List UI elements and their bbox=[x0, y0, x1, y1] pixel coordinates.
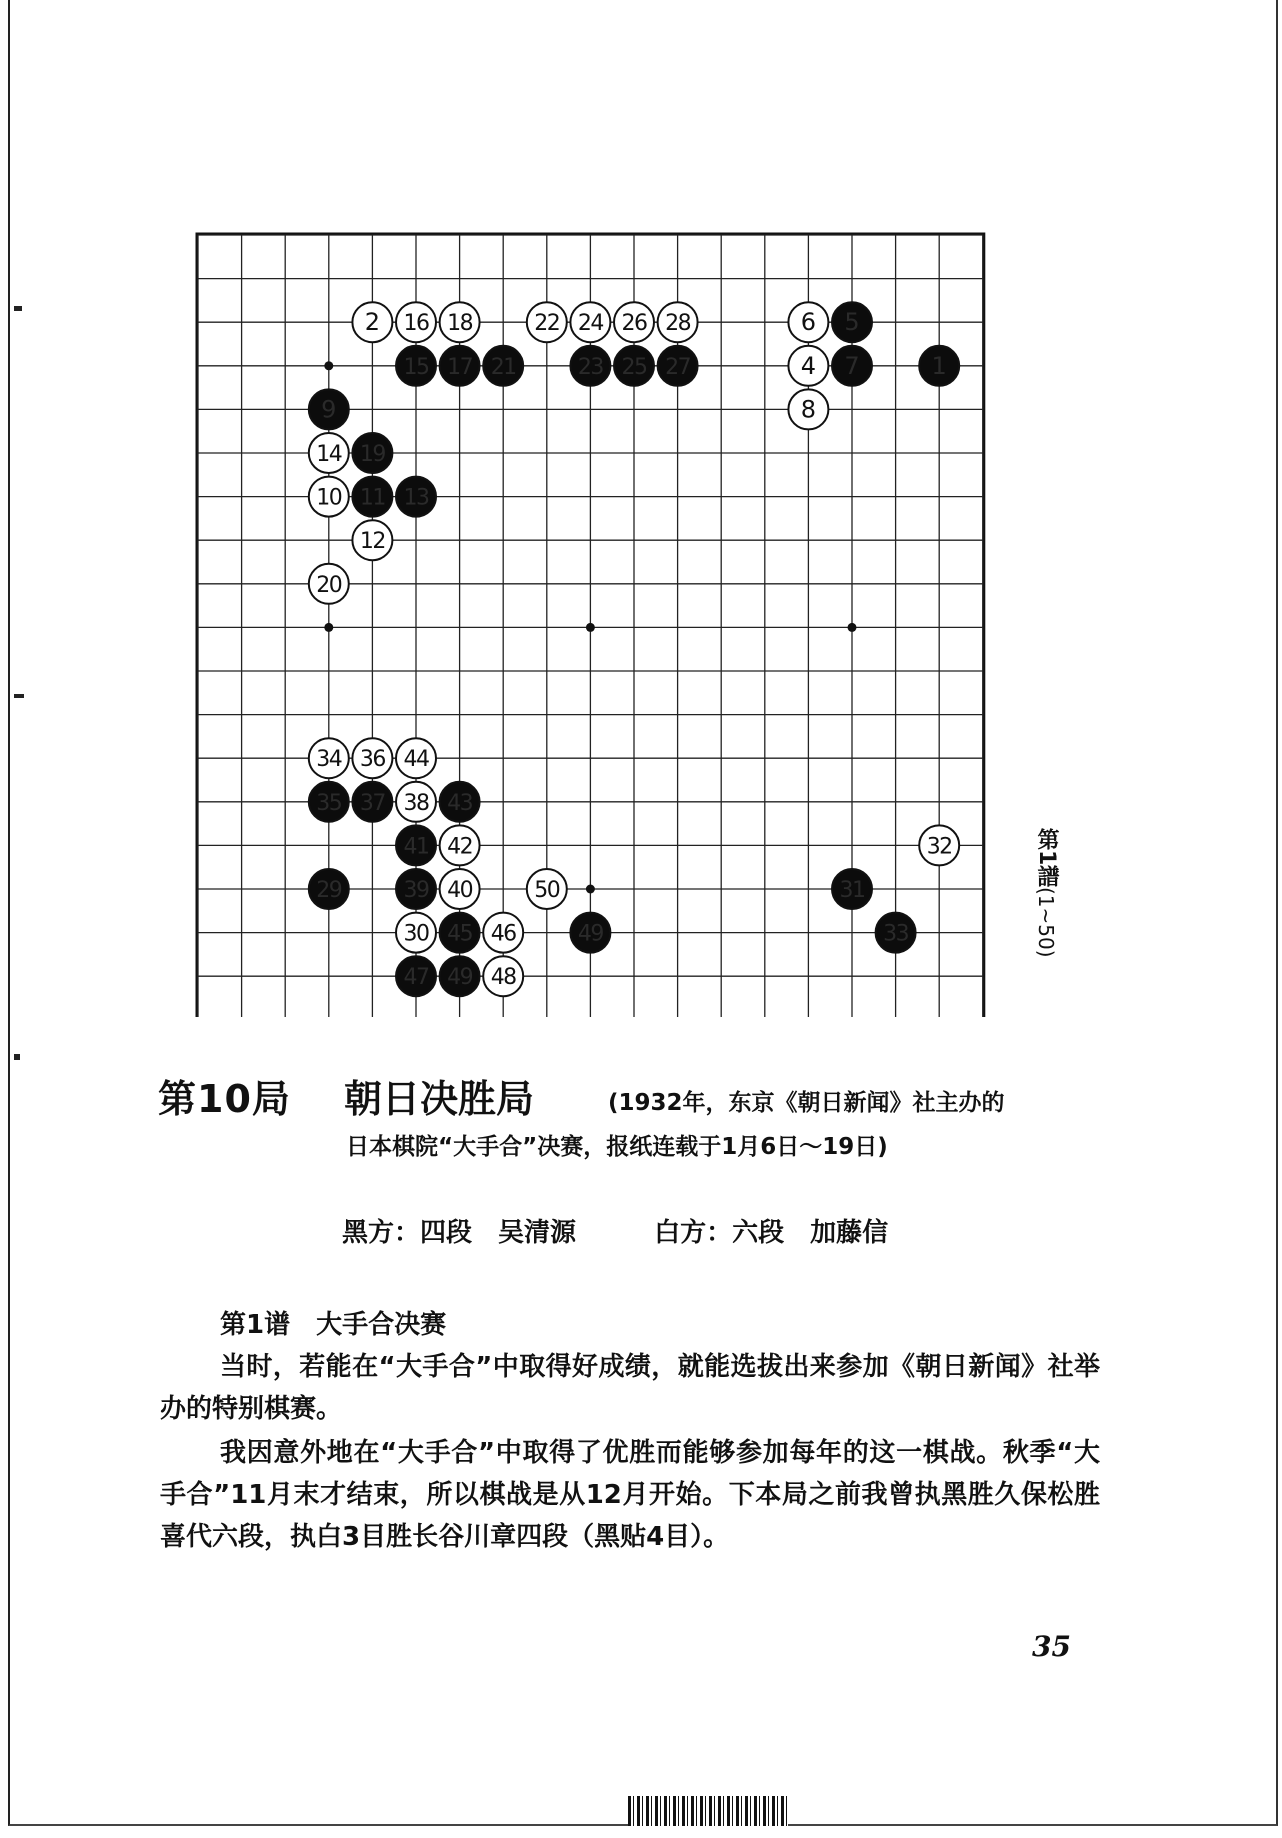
move-number: 38 bbox=[403, 790, 429, 816]
move-number: 13 bbox=[403, 485, 429, 511]
page-number: 35 bbox=[1032, 1630, 1071, 1663]
move-number: 45 bbox=[447, 921, 473, 947]
commentary-text bbox=[160, 1346, 1100, 1560]
star-point bbox=[324, 361, 333, 370]
move-number: 39 bbox=[403, 878, 429, 903]
move-number: 33 bbox=[883, 921, 909, 947]
move-number: 31 bbox=[839, 878, 865, 903]
move-number: 27 bbox=[665, 354, 691, 380]
move-number: 16 bbox=[403, 311, 429, 337]
move-number: 36 bbox=[359, 747, 385, 773]
game-info-line2: 日本棋院“大手合”决赛，报纸连载于1月6日～19日) bbox=[346, 1134, 888, 1160]
move-number: 32 bbox=[926, 834, 952, 860]
go-board-diagram bbox=[192, 231, 1008, 1017]
diagram-caption-label: 第1譜 bbox=[1034, 828, 1059, 888]
move-number: 50 bbox=[534, 878, 560, 903]
move-number: 26 bbox=[621, 311, 647, 337]
move-number: 34 bbox=[316, 747, 342, 773]
star-point bbox=[586, 885, 595, 894]
move-number: 47 bbox=[403, 965, 429, 991]
move-number: 5 bbox=[844, 308, 860, 337]
move-number: 11 bbox=[359, 485, 385, 511]
move-number: 6 bbox=[800, 308, 817, 337]
move-number: 2 bbox=[364, 308, 381, 337]
scan-mark bbox=[14, 1054, 20, 1060]
move-number: 40 bbox=[447, 878, 473, 903]
scan-mark bbox=[14, 306, 22, 311]
move-number: 44 bbox=[403, 747, 429, 773]
star-point bbox=[324, 623, 333, 632]
move-number: 28 bbox=[665, 311, 691, 337]
move-number: 9 bbox=[321, 395, 337, 424]
move-number: 18 bbox=[447, 311, 473, 337]
move-number: 4 bbox=[800, 351, 817, 380]
black-player: 黑方：四段 吴清源 bbox=[342, 1218, 577, 1248]
move-number: 30 bbox=[403, 921, 429, 947]
scan-barcode bbox=[628, 1796, 788, 1826]
star-point bbox=[848, 623, 857, 632]
game-number: 第10局 bbox=[158, 1077, 291, 1121]
white-player: 白方：六段 加藤信 bbox=[654, 1218, 889, 1248]
move-number: 29 bbox=[316, 878, 342, 903]
move-number: 10 bbox=[316, 485, 342, 511]
move-number: 20 bbox=[316, 572, 342, 598]
move-number: 1 bbox=[931, 351, 947, 380]
diagram-caption-range: (1~50) bbox=[1034, 887, 1058, 958]
move-number: 35 bbox=[316, 790, 342, 816]
move-number: 41 bbox=[403, 834, 429, 860]
move-number: 8 bbox=[800, 395, 817, 424]
move-number: 14 bbox=[316, 442, 342, 467]
move-number: 37 bbox=[359, 790, 385, 816]
scan-mark bbox=[14, 694, 24, 698]
move-number: 19 bbox=[359, 442, 385, 467]
star-point bbox=[586, 623, 595, 632]
move-number: 43 bbox=[447, 790, 473, 816]
move-number: 46 bbox=[490, 921, 516, 947]
move-number: 49 bbox=[447, 965, 473, 991]
section-heading: 第1谱 大手合决赛 bbox=[220, 1310, 447, 1340]
commentary-paragraph: 我因意外地在“大手合”中取得了优胜而能够参加每年的这一棋战。秋季“大手合”11月末才结束，所以棋战是从12月开始。下本局之前我曾执黑胜久保松胜喜代六段，执白3目胜长谷川章四段（黑贴4目）。 bbox=[160, 1438, 1100, 1552]
move-number: 21 bbox=[490, 354, 516, 380]
move-number: 12 bbox=[359, 529, 385, 555]
move-number: 7 bbox=[844, 351, 860, 380]
game-name: 朝日决胜局 bbox=[343, 1077, 534, 1121]
move-number: 25 bbox=[621, 354, 647, 380]
move-number: 17 bbox=[447, 354, 473, 380]
move-number: 22 bbox=[534, 311, 560, 337]
commentary-paragraph: 当时，若能在“大手合”中取得好成绩，就能选拔出来参加《朝日新闻》社举办的特别棋赛。 bbox=[160, 1352, 1100, 1424]
diagram-caption bbox=[1028, 828, 1064, 958]
move-number: 15 bbox=[403, 354, 429, 380]
move-number: 42 bbox=[447, 834, 473, 860]
move-number: 49 bbox=[577, 921, 603, 947]
move-number: 24 bbox=[577, 311, 603, 337]
go-board bbox=[192, 231, 1008, 1017]
game-info-line1: (1932年，东京《朝日新闻》社主办的 bbox=[608, 1090, 1005, 1116]
move-number: 48 bbox=[490, 965, 516, 991]
players-line bbox=[342, 1212, 888, 1249]
move-number: 23 bbox=[577, 354, 603, 380]
